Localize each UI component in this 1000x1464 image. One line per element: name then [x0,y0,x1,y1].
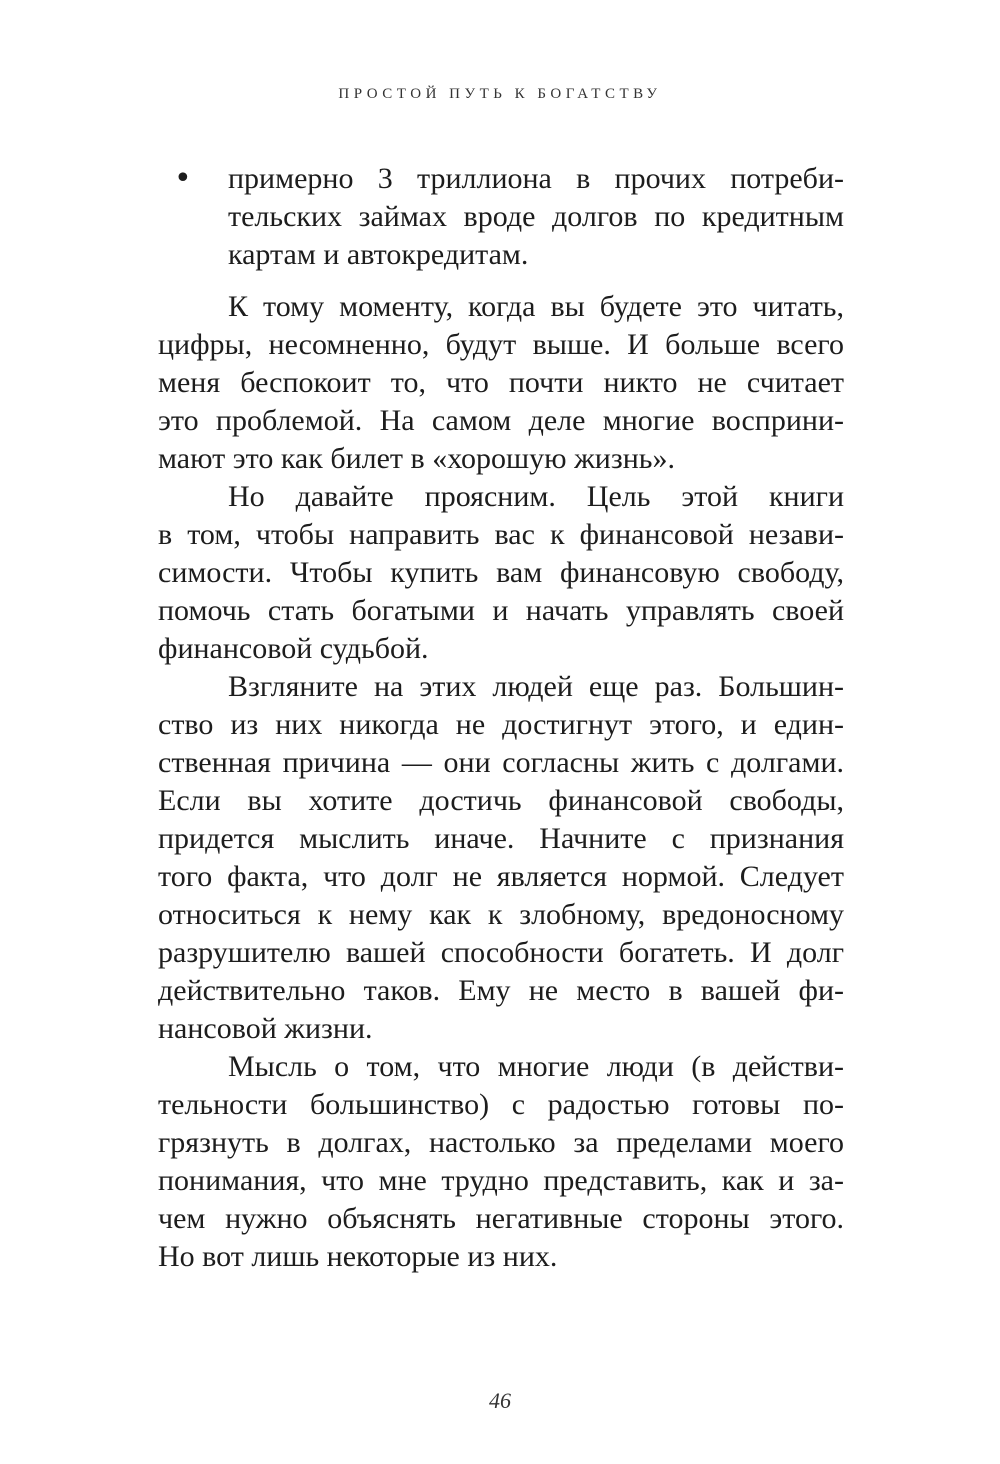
paragraph-line: того факта, что долг не является нормой. Следует [158,860,844,893]
paragraph-line: помочь стать богатыми и начать управлять своей [158,594,844,627]
paragraph-line: мают это как билет в «хорошую жизнь». [158,442,675,475]
paragraph-line: цифры, несомненно, будут выше. И больше всего [158,328,844,361]
bullet-mark: • [174,161,192,196]
paragraph-line: в том, чтобы направить вас к финансовой незави- [158,518,844,551]
bullet-line: картам и автокредитам. [228,238,529,271]
body-text [158,160,844,1276]
paragraph-line: тельности большинство) с радостью готовы по- [158,1088,844,1121]
paragraph-line: разрушителю вашей способности богатеть. И долг [158,936,844,969]
paragraph-line: чем нужно объяснять негативные стороны этого. [158,1202,844,1235]
paragraph-line: нансовой жизни. [158,1012,373,1045]
bullet-line: примерно 3 триллиона в прочих потреби- [228,162,844,195]
paragraph-line: грязнуть в долгах, настолько за пределами моего [158,1126,844,1159]
paragraph-line: Если вы хотите достичь финансовой свободы, [158,784,844,817]
paragraph [158,288,844,478]
paragraph-line: Но давайте проясним. Цель этой книги [228,480,844,513]
paragraph-line: симости. Чтобы купить вам финансовую свободу, [158,556,844,589]
paragraph-line: действительно таков. Ему не место в вашей фи- [158,974,844,1007]
page-number: 46 [489,1388,511,1413]
paragraph [158,1048,844,1276]
paragraph [158,668,844,1048]
paragraph-line: К тому моменту, когда вы будете это читать, [228,290,844,323]
paragraph-line: относиться к нему как к злобному, вредоносному [158,898,844,931]
paragraph-line: ственная причина — они согласны жить с долгами. [158,746,844,779]
paragraph-line: понимания, что мне трудно представить, как и за- [158,1164,844,1197]
bullet-line: тельских займах вроде долгов по кредитным [228,200,844,233]
paragraph-line: ство из них никогда не достигнут этого, и един- [158,708,844,741]
paragraph-line: Но вот лишь некоторые из них. [158,1240,558,1273]
paragraph-line: это проблемой. На самом деле многие восприни- [158,404,844,437]
paragraph-line: придется мыслить иначе. Начните с признания [158,822,844,855]
bullet-item [158,160,844,274]
paragraph-line: меня беспокоит то, что почти никто не считает [158,366,844,399]
paragraph [158,478,844,668]
spacer [158,274,844,288]
paragraph-line: финансовой судьбой. [158,632,429,665]
paragraph-line: Мысль о том, что многие люди (в действи- [228,1050,844,1083]
paragraph-line: Взгляните на этих людей еще раз. Большин- [228,670,844,703]
running-head: ПРОСТОЙ ПУТЬ К БОГАТСТВУ [338,86,662,102]
